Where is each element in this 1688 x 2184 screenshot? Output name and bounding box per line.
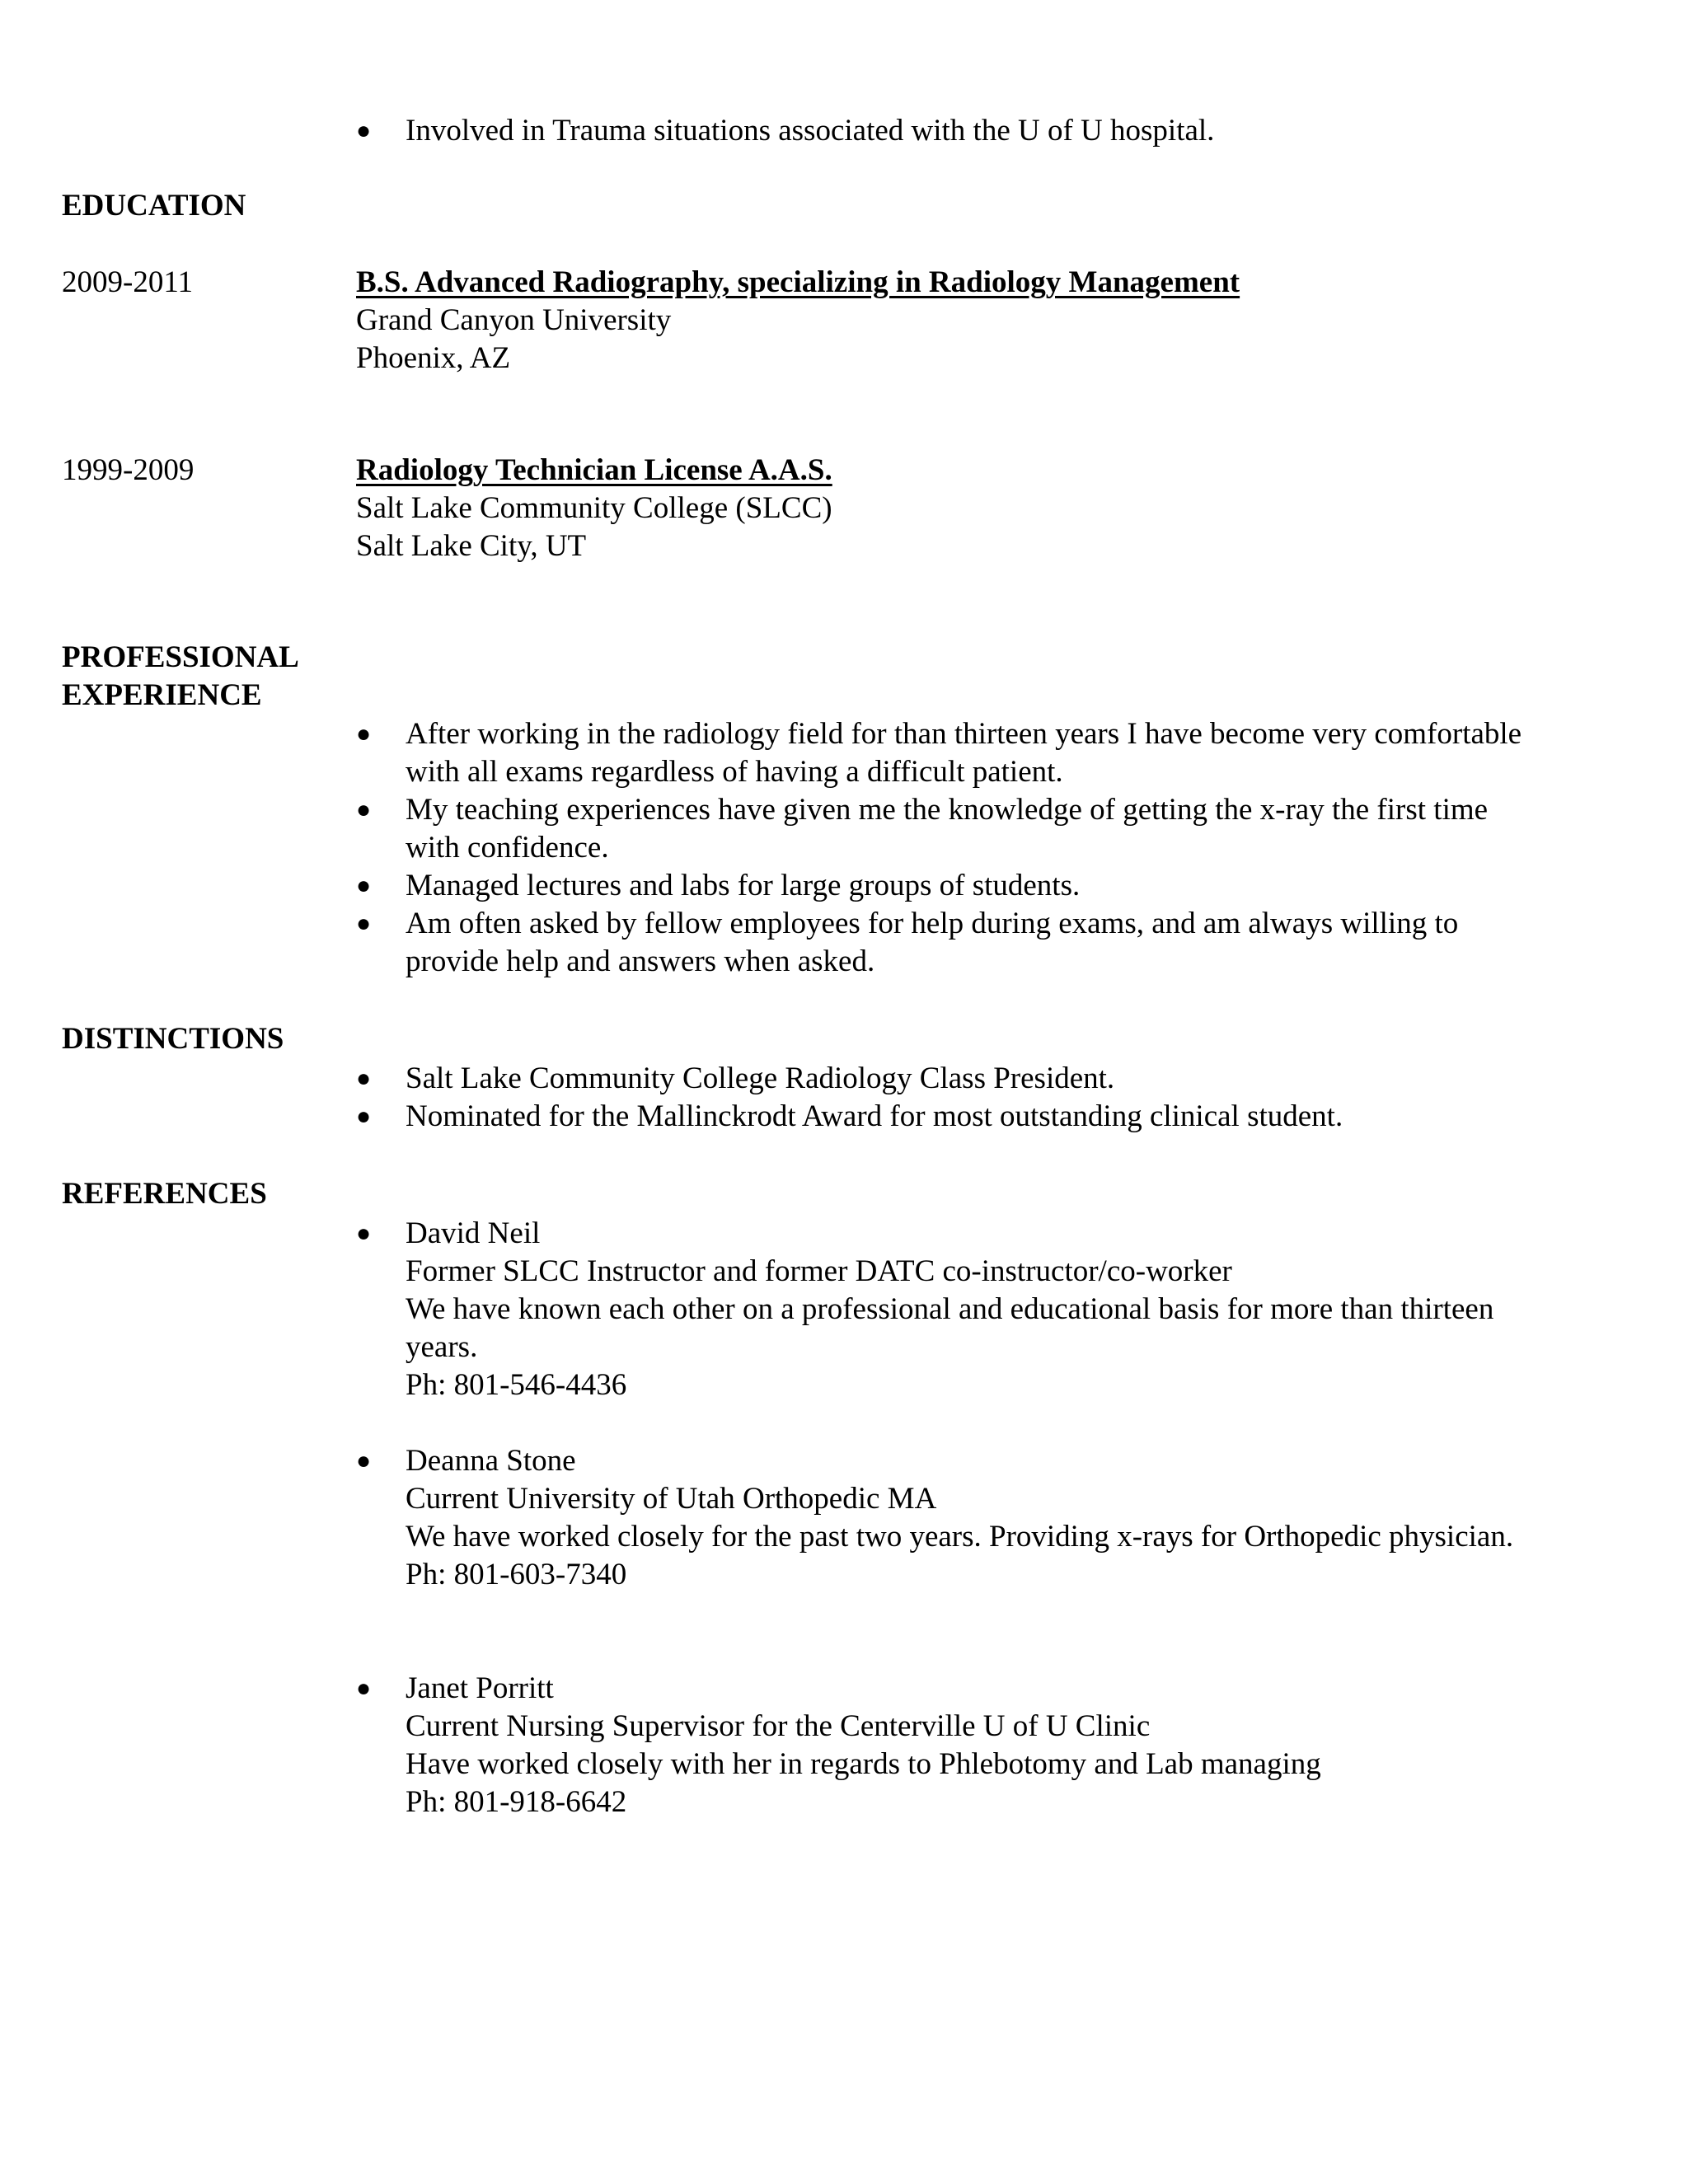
list-item: ● Salt Lake Community College Radiology Class President. [356, 1060, 1543, 1098]
education-heading: EDUCATION [62, 189, 246, 223]
bullet-icon: ● [356, 872, 372, 899]
reference-item [356, 1442, 1543, 1594]
list-item: ● After working in the radiology field for than thirteen years I have become very comfortable with all exams regardless of having a difficult patient. [356, 717, 1522, 789]
reference-note: Have worked closely with her in regards to Phlebotomy and Lab managing [406, 1747, 1321, 1781]
list-item: ● Am often asked by fellow employees for help during exams, and am always willing to provide help and answers when asked. [356, 907, 1459, 978]
education-entry [356, 452, 832, 565]
reference-phone: Ph: 801-918-6642 [406, 1785, 627, 1819]
experience-list [356, 715, 1543, 981]
school-location: Salt Lake City, UT [356, 529, 587, 563]
top-bullet-list [356, 112, 1543, 150]
bullet-icon: ● [356, 1103, 372, 1130]
reference-phone: Ph: 801-603-7340 [406, 1558, 627, 1591]
distinctions-heading: DISTINCTIONS [62, 1022, 284, 1056]
bullet-icon: ● [356, 720, 372, 748]
reference-phone: Ph: 801-546-4436 [406, 1368, 627, 1402]
reference-role: Former SLCC Instructor and former DATC co-instructor/co-worker [406, 1254, 1232, 1288]
list-item: ● Involved in Trauma situations associated with the U of U hospital. [356, 112, 1543, 150]
degree-title: B.S. Advanced Radiography, specializing in Radiology Management [356, 265, 1240, 299]
degree-title: Radiology Technician License A.A.S. [356, 453, 832, 487]
reference-note: We have worked closely for the past two years. Providing x-rays for Orthopedic physician. [406, 1520, 1514, 1554]
reference-name: David Neil [406, 1216, 541, 1250]
bullet-icon: ● [356, 796, 372, 823]
reference-item [356, 1670, 1543, 1821]
school-location: Phoenix, AZ [356, 341, 511, 375]
school-name: Grand Canyon University [356, 303, 672, 337]
education-entry [356, 264, 1240, 377]
bullet-icon: ● [356, 1447, 372, 1474]
reference-item [356, 1215, 1543, 1404]
bullet-icon: ● [356, 1065, 372, 1092]
education-date: 2009-2011 [62, 265, 193, 299]
references-heading: REFERENCES [62, 1177, 267, 1211]
bullet-icon: ● [356, 910, 372, 937]
list-item: ● Managed lectures and labs for large groups of students. [356, 867, 1543, 905]
bullet-icon: ● [356, 1220, 372, 1247]
education-date: 1999-2009 [62, 453, 195, 487]
reference-note: We have known each other on a professional and educational basis for more than thirteen years. [406, 1292, 1494, 1364]
list-item: ● My teaching experiences have given me the knowledge of getting the x-ray the first time with confidence. [356, 793, 1489, 865]
distinctions-list [356, 1060, 1543, 1136]
reference-name: Deanna Stone [406, 1444, 576, 1478]
list-item: ● Nominated for the Mallinckrodt Award for most outstanding clinical student. [356, 1098, 1543, 1136]
bullet-icon: ● [356, 1675, 372, 1702]
reference-role: Current Nursing Supervisor for the Centerville U of U Clinic [406, 1709, 1151, 1743]
bullet-icon: ● [356, 117, 372, 144]
school-name: Salt Lake Community College (SLCC) [356, 491, 832, 525]
reference-role: Current University of Utah Orthopedic MA [406, 1482, 937, 1516]
experience-heading: PROFESSIONAL EXPERIENCE [62, 640, 299, 712]
reference-name: Janet Porritt [406, 1671, 554, 1705]
